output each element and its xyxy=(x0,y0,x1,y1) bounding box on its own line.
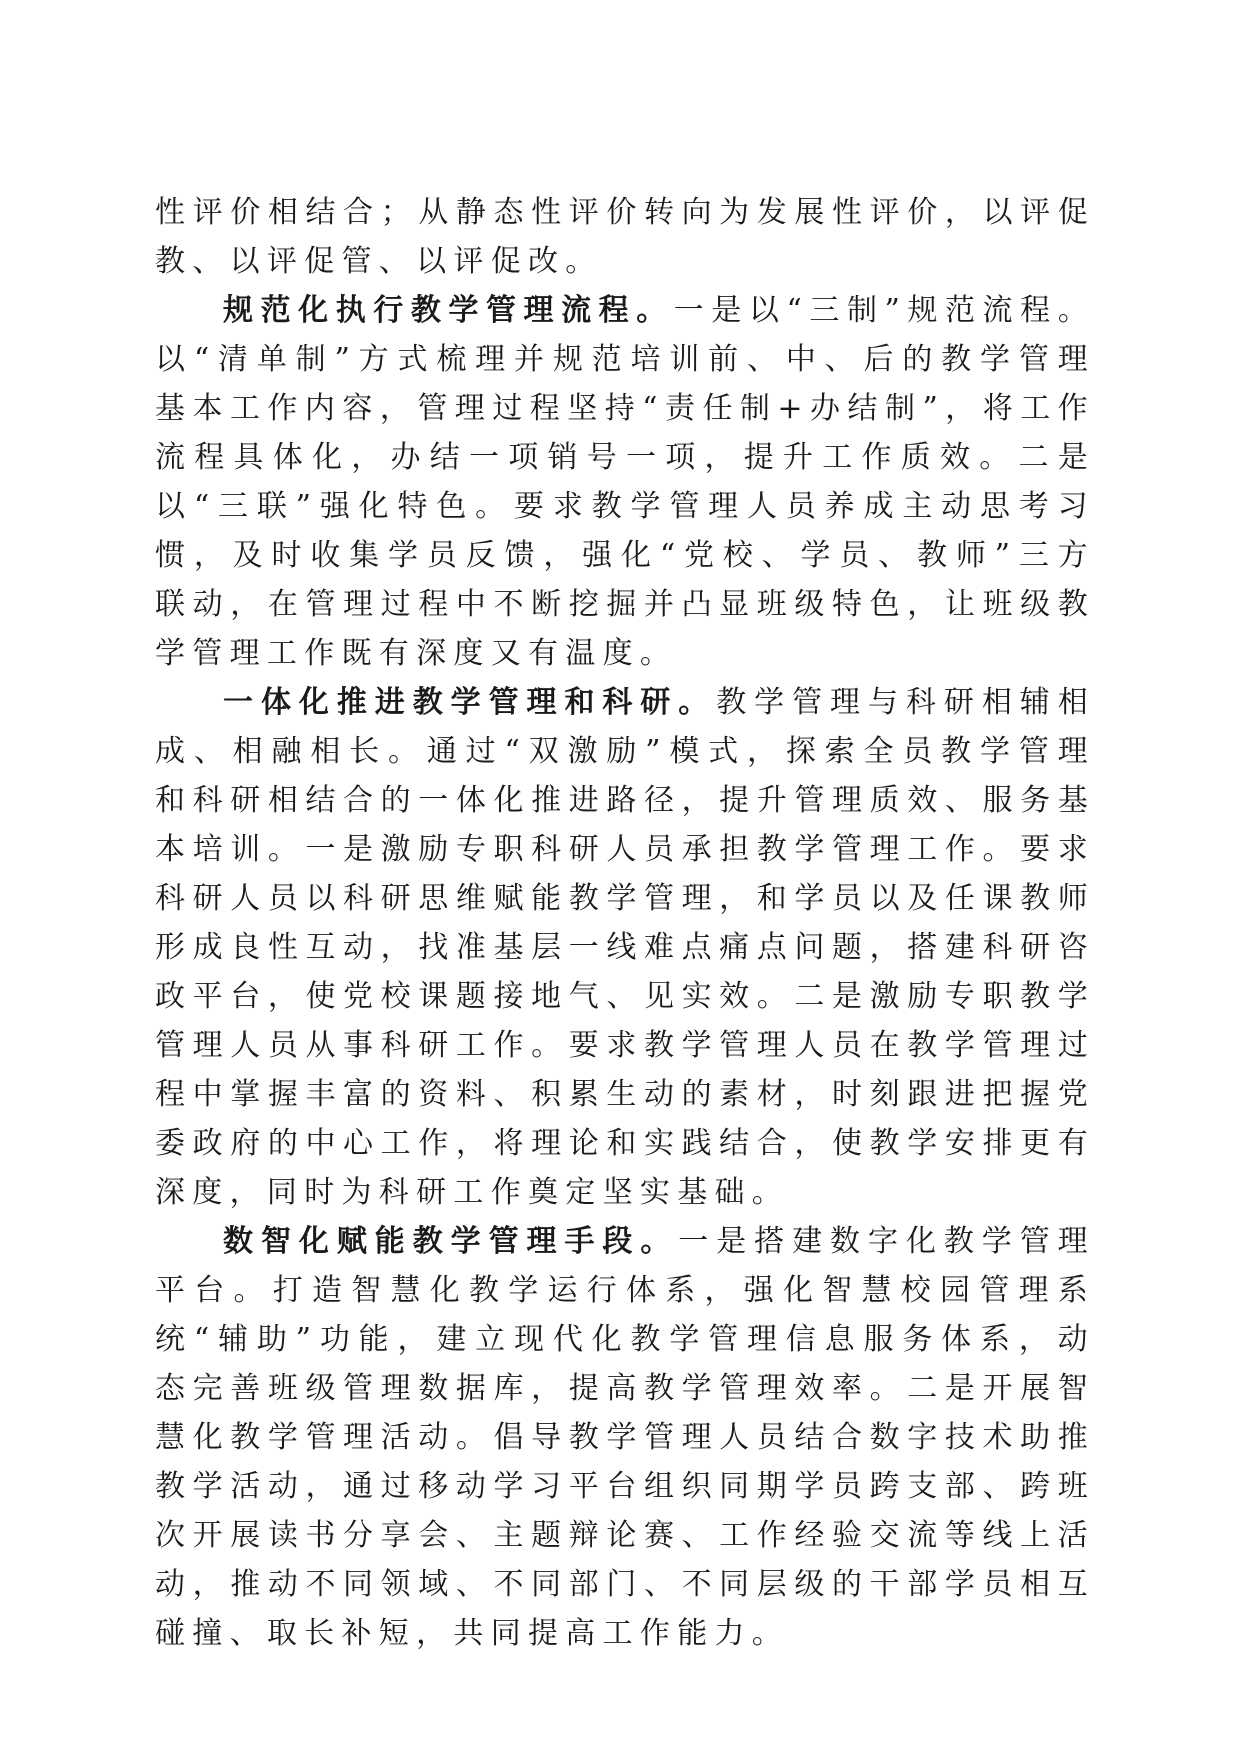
paragraph-heading: 一体化推进教学管理和科研。 xyxy=(223,685,717,720)
paragraph-heading: 数智化赋能教学管理手段。 xyxy=(223,1224,679,1259)
paragraph-text: 性评价相结合；从静态性评价转向为发展性评价，以评促教、以评促管、以评促改。 xyxy=(155,195,1095,279)
paragraph-digital-empowerment xyxy=(155,1217,1095,1658)
paragraph-standardized-process xyxy=(155,286,1095,678)
paragraph-text: 一是以“三制”规范流程。以“清单制”方式梳理并规范培训前、中、后的教学管理基本工作内容，管理过程坚持“责任制+办结制”，将工作流程具体化，办结一项销号一项，提升工作质效。二是以“三联”强化特色。要求教学管理人员养成主动思考习惯，及时收集学员反馈，强化“党校、学员、教师”三方联动，在管理过程中不断挖掘并凸显班级特色，让班级教学管理工作既有深度又有温度。 xyxy=(155,293,1095,671)
paragraph-integrated-research xyxy=(155,678,1095,1217)
paragraph-heading: 规范化执行教学管理流程。 xyxy=(223,293,674,328)
paragraph-continuation xyxy=(155,188,1095,286)
paragraph-text: 教学管理与科研相辅相成、相融相长。通过“双激励”模式，探索全员教学管理和科研相结合的一体化推进路径，提升管理质效、服务基本培训。一是激励专职科研人员承担教学管理工作。要求科研人员以科研思维赋能教学管理，和学员以及任课教师形成良性互动，找准基层一线难点痛点问题，搭建科研咨政平台，使党校课题接地气、见实效。二是激励专职教学管理人员从事科研工作。要求教学管理人员在教学管理过程中掌握丰富的资料、积累生动的素材，时刻跟进把握党委政府的中心工作，将理论和实践结合，使教学安排更有深度，同时为科研工作奠定坚实基础。 xyxy=(155,685,1095,1210)
paragraph-text: 一是搭建数字化教学管理平台。打造智慧化教学运行体系，强化智慧校园管理系统“辅助”功能，建立现代化教学管理信息服务体系，动态完善班级管理数据库，提高教学管理效率。二是开展智慧化教学管理活动。倡导教学管理人员结合数字技术助推教学活动，通过移动学习平台组织同期学员跨支部、跨班次开展读书分享会、主题辩论赛、工作经验交流等线上活动，推动不同领域、不同部门、不同层级的干部学员相互碰撞、取长补短，共同提高工作能力。 xyxy=(155,1224,1095,1651)
document-page xyxy=(155,188,1095,1658)
